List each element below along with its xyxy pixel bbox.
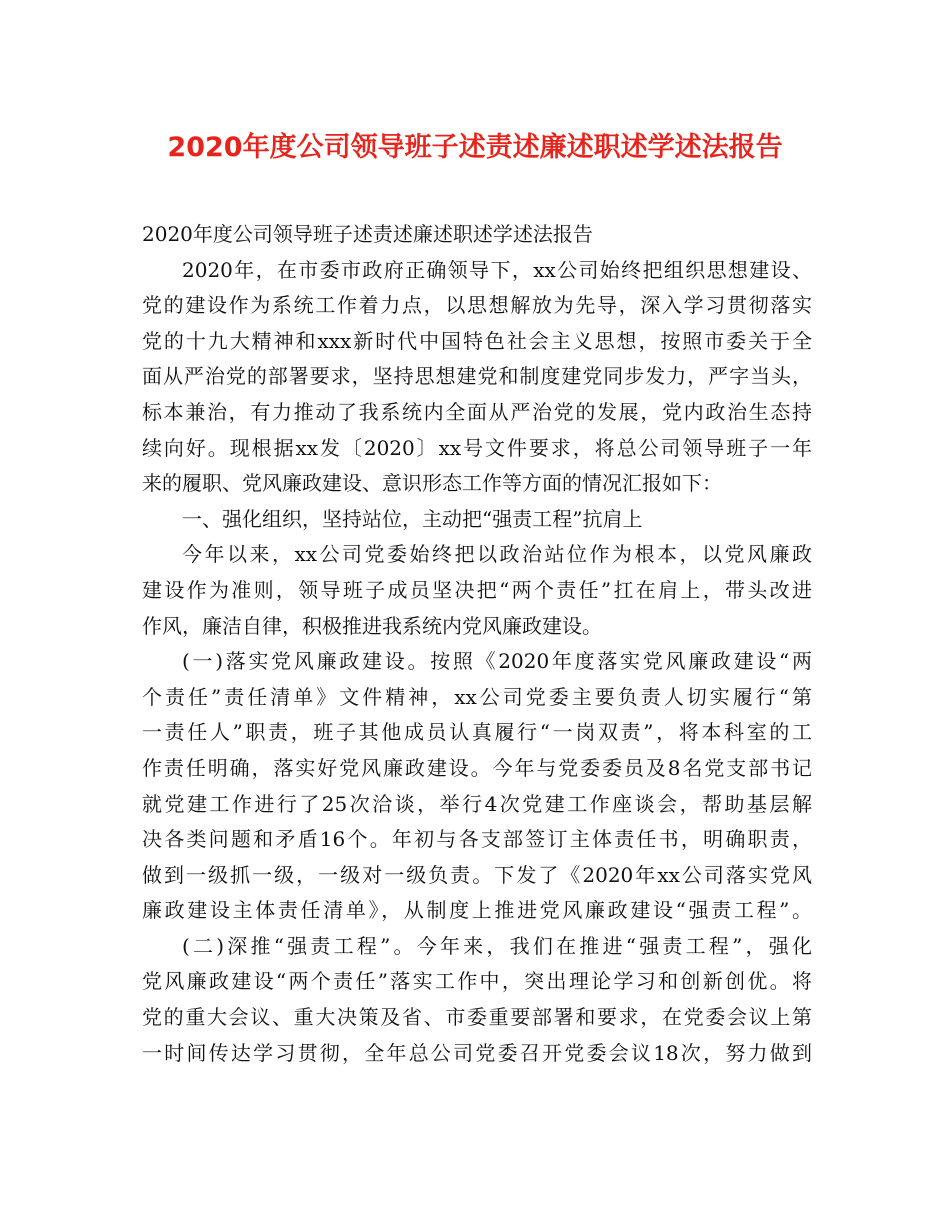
body-text-line: 党的建设作为系统工作着力点，以思想解放为先导，深入学习贯彻落实 [142, 293, 812, 318]
body-text-line: 今年以来，xx公司党委始终把以政治站位作为根本，以党风廉政 [182, 542, 812, 567]
body-text-line: 作风，廉洁自律，积极推进我系统内党风廉政建设。 [142, 613, 602, 638]
body-text-line: 作责任明确，落实好党风廉政建设。今年与党委委员及8名党支部书记 [142, 755, 812, 780]
body-heading-line: 2020年度公司领导班子述责述廉述职述学述法报告 [142, 222, 593, 246]
body-text-line: 党风廉政建设“两个责任”落实工作中，突出理论学习和创新创优。将 [142, 969, 812, 994]
body-text-line: 建设作为准则，领导班子成员坚决把“两个责任”扛在肩上，带头改进 [142, 577, 812, 602]
document-title: 2020年度公司领导班子述责述廉述职述学述法报告 [167, 132, 783, 163]
body-text-line: (一)落实党风廉政建设。按照《2020年度落实党风廉政建设“两 [182, 649, 812, 674]
body-text-line: 做到一级抓一级，一级对一级负责。下发了《2020年xx公司落实党风 [142, 862, 812, 887]
body-text-line: (二)深推“强责工程”。今年来，我们在推进“强责工程”，强化 [182, 933, 812, 958]
body-text-line: 一时间传达学习贯彻，全年总公司党委召开党委会议18次，努力做到 [142, 1040, 812, 1065]
body-text-line: 2020年，在市委市政府正确领导下，xx公司始终把组织思想建设、 [182, 257, 812, 282]
body-text-line: 廉政建设主体责任清单》，从制度上推进党风廉政建设“强责工程”。 [142, 898, 812, 923]
body-text-line: 党的十九大精神和xxx新时代中国特色社会主义思想，按照市委关于全 [142, 328, 812, 353]
body-text-line: 个责任”责任清单》文件精神，xx公司党委主要负责人切实履行“第 [142, 684, 812, 709]
body-text-line: 标本兼治，有力推动了我系统内全面从严治党的发展，党内政治生态持 [142, 399, 812, 424]
body-text-line: 续向好。现根据xx发〔2020〕xx号文件要求，将总公司领导班子一年 [142, 435, 812, 460]
body-text-line: 党的重大会议、重大决策及省、市委重要部署和要求，在党委会议上第 [142, 1005, 812, 1030]
body-text-line: 一责任人”职责，班子其他成员认真履行“一岗双责”，将本科室的工 [142, 720, 812, 745]
body-text-line: 面从严治党的部署要求，坚持思想建党和制度建党同步发力，严字当头， [142, 364, 812, 389]
body-text-line: 一、强化组织，坚持站位，主动把“强责工程”抗肩上 [182, 506, 643, 531]
body-text-line: 来的履职、党风廉政建设、意识形态工作等方面的情况汇报如下： [142, 471, 722, 496]
body-text-line: 就党建工作进行了25次洽谈，举行4次党建工作座谈会，帮助基层解 [142, 791, 812, 816]
document-body [142, 217, 812, 1071]
body-text-line: 决各类问题和矛盾16个。年初与各支部签订主体责任书，明确职责， [142, 827, 812, 852]
